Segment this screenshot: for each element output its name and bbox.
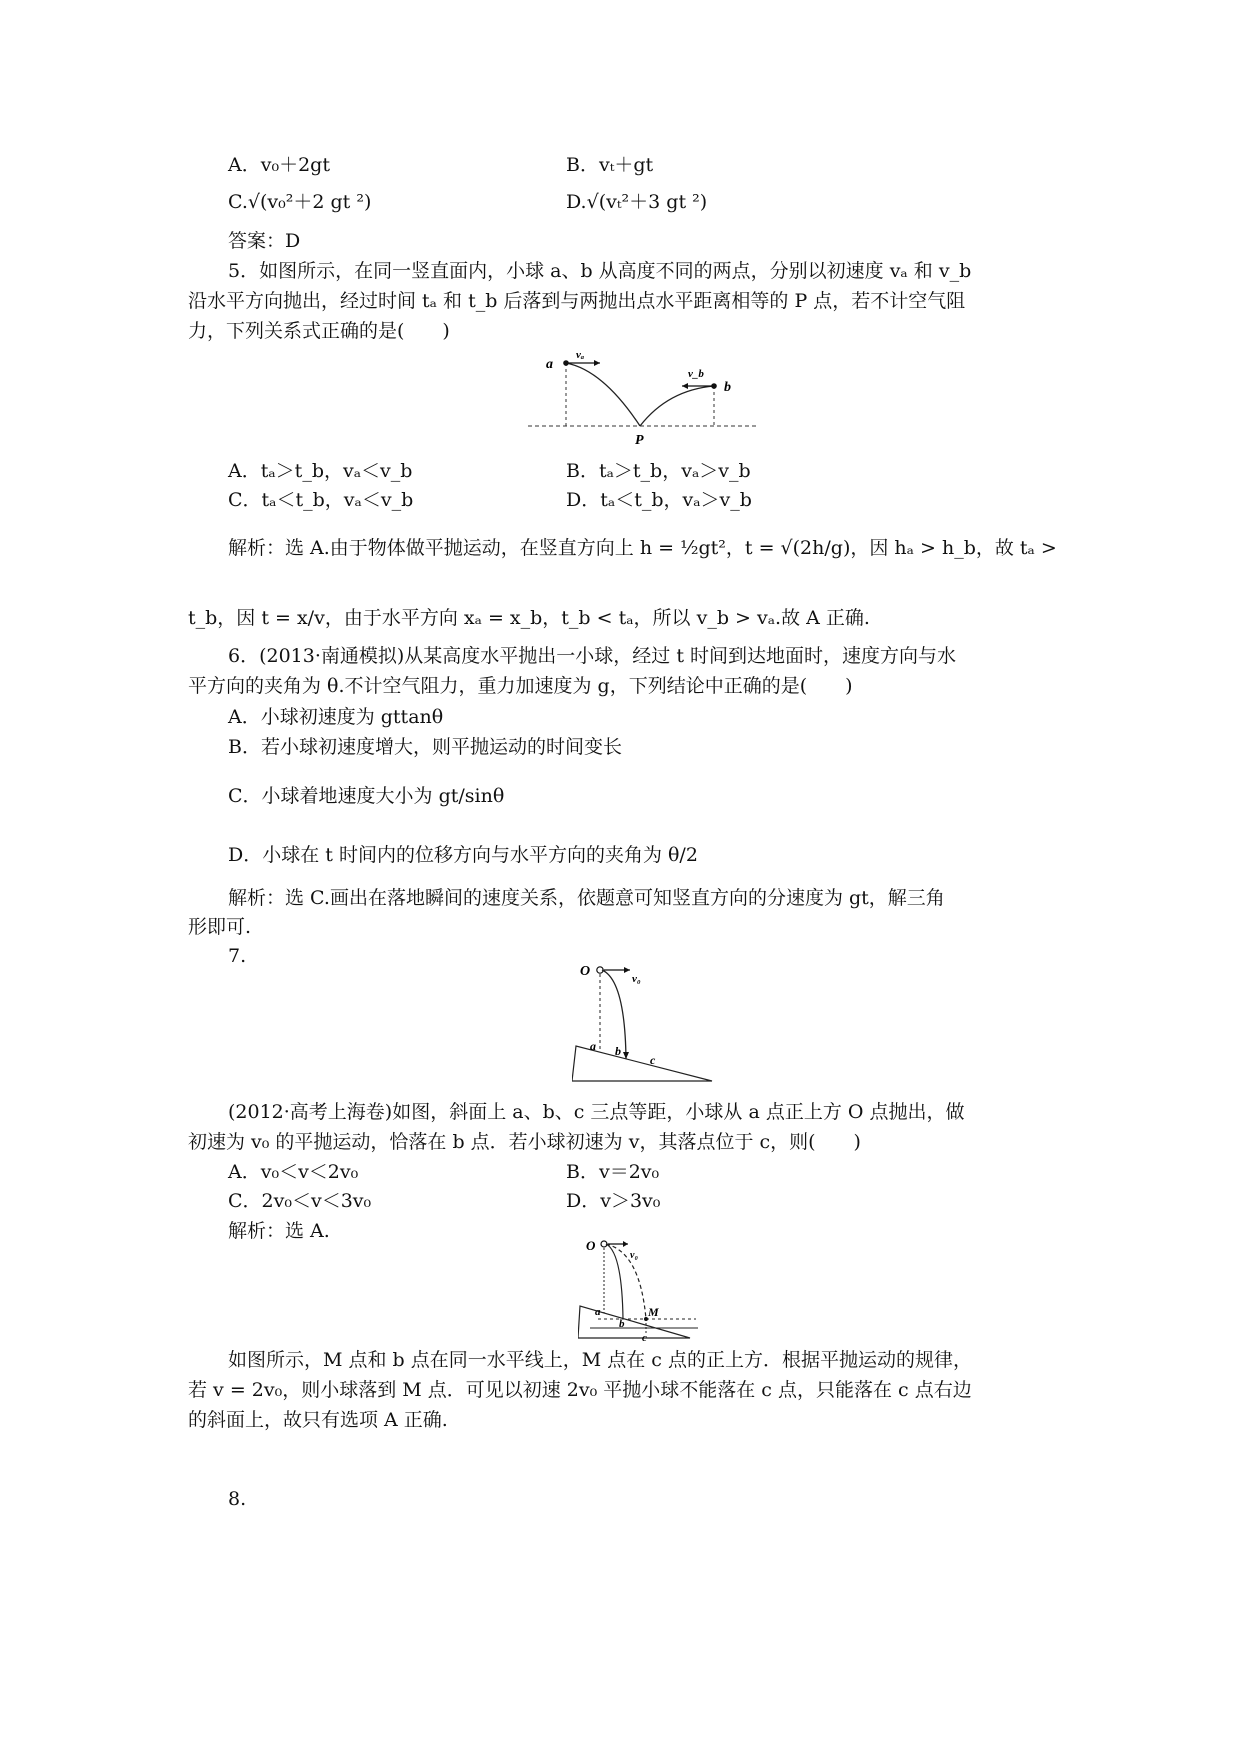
q5-stem-line: 5．如图所示，在同一竖直面内，小球 a、b 从高度不同的两点，分别以初速度 vₐ 和 v_b	[228, 260, 972, 282]
q7-option-a: A．v₀＜v＜2v₀	[228, 1161, 359, 1183]
q7-fig1-label-a: a	[590, 1039, 596, 1053]
q7-solution-figure	[578, 1238, 698, 1342]
q6-stem-line: 6．(2013·南通模拟)从某高度水平抛出一小球，经过 t 时间到达地面时，速度方向与水	[228, 645, 957, 667]
q4-answer: 答案：D	[228, 230, 301, 252]
q5-option-c: C．tₐ＜t_b，vₐ＜v_b	[228, 489, 414, 511]
q7-stem-line: 初速为 v₀ 的平抛运动，恰落在 b 点．若小球初速为 v，其落点位于 c，则( )	[188, 1131, 861, 1153]
q5-analysis-line: 解析：选 A.由于物体做平抛运动，在竖直方向上 h = ½gt²，t = √(2h/g)，因 hₐ > h_b，故 tₐ >	[228, 537, 1057, 559]
q5-stem-line: 沿水平方向抛出，经过时间 tₐ 和 t_b 后落到与两抛出点水平距离相等的 P 点，若不计空气阻	[188, 290, 966, 312]
q6-option-b: B．若小球初速度增大，则平抛运动的时间变长	[228, 736, 622, 758]
q5-fig-label-a: a	[546, 357, 553, 372]
q8-number: 8.	[228, 1488, 247, 1510]
q4-option-a: A．v₀＋2gt	[228, 154, 330, 176]
q7-fig1-label-b: b	[615, 1044, 621, 1058]
q7-fig2-label-v0: v₀	[630, 1250, 638, 1261]
q7-number: 7.	[228, 945, 247, 967]
q7-fig2-label-a: a	[595, 1306, 601, 1318]
q7-fig2-label-m: M	[648, 1305, 659, 1319]
q5-fig-label-p: P	[635, 433, 644, 448]
q7-incline-figure	[572, 960, 722, 1090]
q7-explanation-line: 的斜面上，故只有选项 A 正确.	[188, 1409, 448, 1431]
q6-option-d: D．小球在 t 时间内的位移方向与水平方向的夹角为 θ/2	[228, 844, 698, 866]
q5-stem-line: 力，下列关系式正确的是( )	[188, 320, 450, 342]
q5-fig-label-va: vₐ	[576, 349, 585, 361]
q6-analysis-line: 形即可.	[188, 916, 252, 938]
q6-option-c: C．小球着地速度大小为 gt/sinθ	[228, 785, 505, 807]
q5-projectile-figure	[528, 348, 758, 448]
q7-explanation-line: 若 v = 2v₀，则小球落到 M 点．可见以初速 2v₀ 平抛小球不能落在 c 点，只能落在 c 点右边	[188, 1379, 972, 1401]
q7-fig2-label-o: O	[586, 1238, 596, 1253]
q6-analysis-line: 解析：选 C.画出在落地瞬间的速度关系，依题意可知竖直方向的分速度为 gt，解三角	[228, 887, 945, 909]
q7-option-d: D．v＞3v₀	[566, 1190, 661, 1212]
q7-fig1-label-o: O	[580, 964, 591, 979]
q5-analysis-line: t_b，因 t = x/v，由于水平方向 xₐ = x_b，t_b < tₐ，所以 v_b > vₐ.故 A 正确.	[188, 607, 870, 629]
q5-fig-label-vb: v_b	[688, 368, 704, 380]
q7-option-c: C．2v₀＜v＜3v₀	[228, 1190, 372, 1212]
q4-option-b: B．vₜ＋gt	[566, 154, 654, 176]
q5-option-d: D．tₐ＜t_b，vₐ＞v_b	[566, 489, 752, 511]
q6-option-a: A．小球初速度为 gttanθ	[228, 706, 444, 728]
q4-option-d: D.√(vₜ²＋3 gt ²)	[566, 191, 708, 213]
q7-fig2-label-c: c	[642, 1332, 647, 1342]
q5-option-b: B．tₐ＞t_b，vₐ＞v_b	[566, 460, 751, 482]
q7-option-b: B．v＝2v₀	[566, 1161, 660, 1183]
q6-stem-line: 平方向的夹角为 θ.不计空气阻力，重力加速度为 g，下列结论中正确的是( )	[188, 675, 853, 697]
q7-fig1-label-v0: v₀	[632, 973, 641, 985]
q7-analysis-head: 解析：选 A.	[228, 1220, 330, 1242]
q5-fig-label-b: b	[724, 380, 731, 395]
q7-fig2-label-b: b	[619, 1318, 625, 1330]
q7-fig1-label-c: c	[650, 1053, 656, 1067]
q4-option-c: C.√(v₀²＋2 gt ²)	[228, 191, 372, 213]
q7-explanation-line: 如图所示，M 点和 b 点在同一水平线上，M 点在 c 点的正上方．根据平抛运动的规律，	[228, 1349, 972, 1371]
q7-stem-line: (2012·高考上海卷)如图，斜面上 a、b、c 三点等距，小球从 a 点正上方 O 点抛出，做	[228, 1101, 965, 1123]
q5-option-a: A．tₐ＞t_b，vₐ＜v_b	[228, 460, 413, 482]
